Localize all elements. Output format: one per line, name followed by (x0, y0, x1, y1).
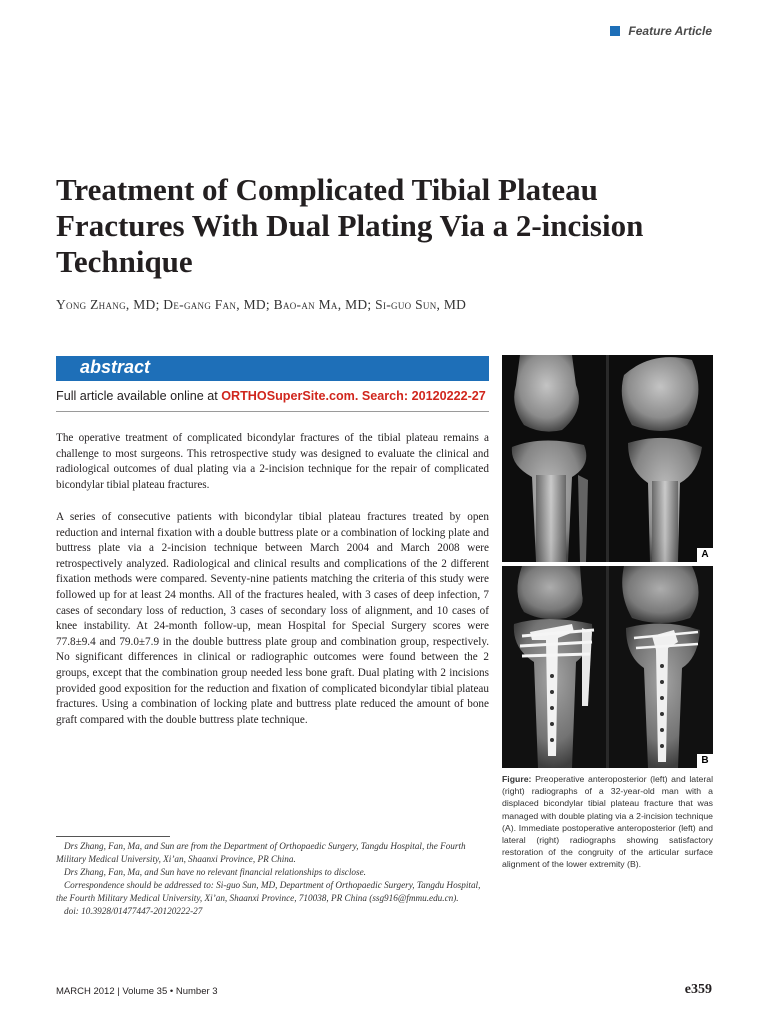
section-tag (610, 24, 712, 38)
article-title: Treatment of Complicated Tibial Plateau Fractures With Dual Plating Via a 2-incision Technique (56, 172, 644, 279)
caption-label: Figure: (502, 774, 532, 784)
issue-info: MARCH 2012 | Volume 35 • Number 3 (56, 986, 218, 997)
abstract-divider (56, 411, 489, 412)
figure-panel-b (502, 566, 713, 768)
footnote-correspondence: Correspondence should be addressed to: Si-guo Sun, MD, Department of Orthopaedic Surgery, Tangdu Hospital, the Fourth Military Medical University, Xi’an, Shaanxi Province, 710038, PR China (ssg916@fmmu.edu.cn). (56, 880, 481, 903)
radiograph-postop-image (502, 566, 713, 768)
figure-caption (502, 773, 713, 871)
section-label: Feature Article (628, 24, 712, 38)
abstract-label: abstract (80, 357, 151, 377)
footnote-affiliation: Drs Zhang, Fan, Ma, and Sun are from the Department of Orthopaedic Surgery, Tangdu Hospital, the Fourth Military Medical University, Xi’an, Shaanxi Province, PR China. (56, 841, 466, 864)
online-availability (56, 389, 489, 403)
panel-a-label: A (697, 548, 713, 562)
online-link[interactable]: ORTHOSuperSite.com. Search: 20120222-27 (221, 389, 486, 403)
abstract-paragraph: A series of consecutive patients with bicondylar tibial plateau fractures treated by open reduction and internal fixation with a double buttress plate or a combination of locking plate and buttress plate via a 2-incision technique between March 2004 and March 2008 were retrospectively analyzed. Radiological and clinical results and complications of the 2 different fixation methods were compared. Seventy-nine patients matching the criteria of this study were followed up for at least 24 months. All of the fractures healed, with 3 cases of deep infection, 7 cases of secondary loss of reduction, 3 cases of secondary loss of alignment, and 10 cases of knee instability. At 24-month follow-up, mean Hospital for Special Surgery scores were 77.8±9.4 and 79.0±7.9 in the double buttress plate group and combination group, respectively. No significant differences in clinical or radiographic outcomes were found between the 2 groups, except that the combination group needed less bone graft. Dual plating with 2 incisions provided good exposition for the reduction and fixation of complicated bicondylar tibial plateau fractures. Using a combination of locking plate and buttress plate reduced the amount of bone graft compared with the double buttress plate technique. (56, 511, 489, 726)
footnote-disclosure: Drs Zhang, Fan, Ma, and Sun have no relevant financial relationships to disclose. (64, 867, 366, 877)
section-square-icon (610, 26, 620, 36)
caption-text: Preoperative anteroposterior (left) and lateral (right) radiographs of a 32-year-old man with a displaced bicondylar tibial plateau fracture that was managed with double plating via a 2-incision technique (A). Immediate postoperative anteroposterior (left) and lateral (right) radiographs showing satisfactory restoration of the congruity of the articular surface alignment of the lower extremity (B). (502, 774, 713, 870)
footnote-divider (56, 836, 170, 837)
panel-b-label: B (697, 754, 713, 768)
footnotes (56, 840, 489, 918)
author-list: Yong Zhang, MD; De-gang Fan, MD; Bao-an Ma, MD; Si-guo Sun, MD (56, 297, 467, 312)
footnote-doi: doi: 10.3928/01477447-20120222-27 (64, 906, 203, 916)
online-prefix: Full article available online at (56, 389, 222, 403)
radiograph-preop-image (502, 355, 713, 562)
figure-panel-a (502, 355, 713, 562)
abstract-banner (56, 356, 489, 381)
abstract-paragraph: The operative treatment of complicated bicondylar fractures of the tibial plateau remains a challenge to most surgeons. This retrospective study was designed to evaluate the clinical and radiological outcomes of dual plating via a 2-incision technique for the repair of complicated bicondylar tibial plateau fractures. (56, 432, 489, 491)
page-number: e359 (684, 982, 712, 997)
